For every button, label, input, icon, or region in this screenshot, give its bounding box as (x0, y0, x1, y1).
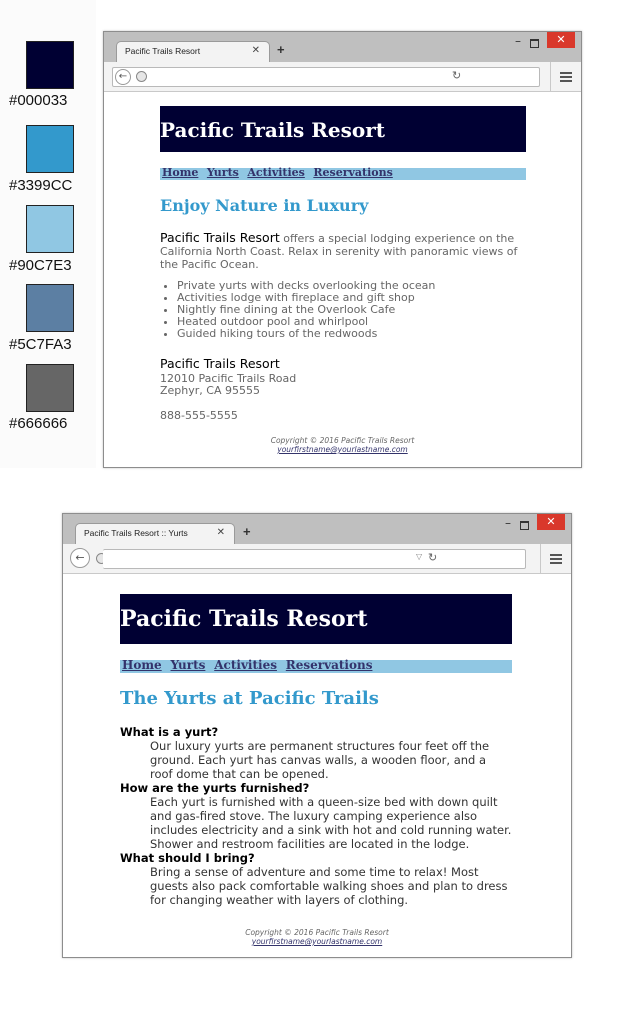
question: What is a yurt? (120, 725, 219, 739)
nav-link-yurts[interactable]: Yurts (170, 658, 206, 672)
intro-paragraph (160, 231, 522, 271)
phone-number: 888-555-5555 (160, 409, 238, 422)
footer-email-link[interactable]: yourfirstname@yourlastname.com (277, 445, 408, 454)
answer: Bring a sense of adventure and some time to relax! Most guests also pack comfortable walking shoes and plan to dress for changing weather with layers of clothing. (150, 865, 508, 907)
new-tab-icon[interactable]: + (277, 42, 285, 57)
address-line: 12010 Pacific Trails Road (160, 372, 297, 385)
tab-bar (63, 514, 571, 544)
main-nav (160, 168, 526, 180)
swatch-3399cc (26, 125, 74, 173)
copyright-text: Copyright © 2016 Pacific Trails Resort (245, 928, 389, 937)
list-item: • Heated outdoor pool and whirlpool (177, 316, 435, 328)
page-heading: The Yurts at Pacific Trails (120, 688, 379, 709)
hamburger-icon-line (560, 76, 572, 78)
nav-links (122, 658, 377, 672)
list-item: • Guided hiking tours of the redwoods (177, 328, 435, 340)
menu-button[interactable] (540, 544, 571, 573)
minimize-icon[interactable]: – (505, 516, 511, 530)
hamburger-icon-line (550, 558, 562, 560)
list-item: • Activities lodge with fireplace and gift shop (177, 292, 435, 304)
back-icon[interactable]: ← (70, 548, 90, 568)
list-item: • Private yurts with decks overlooking the ocean (177, 280, 435, 292)
address-block (160, 373, 296, 397)
nav-link-activities[interactable]: Activities (247, 166, 305, 179)
nav-link-reservations[interactable]: Reservations (285, 658, 373, 672)
swatch-label: #3399CC (9, 177, 73, 194)
swatch-666666 (26, 364, 74, 412)
intro-text: offers a special lodging experience on the California North Coast. Relax in serenity with panoramic views of the Pacific Ocean. (160, 232, 518, 271)
swatch-label: #5C7FA3 (9, 336, 72, 353)
copyright-text: Copyright © 2016 Pacific Trails Resort (270, 436, 415, 445)
close-window-icon[interactable]: ✕ (537, 514, 565, 530)
answer: Each yurt is furnished with a queen-size bed with down quilt and gas-fired stove. The luxury camping experience also includes electricity and a sink with hot and cold running water. Shower and restroom facilities are located in the lodge. (150, 795, 512, 851)
close-window-icon[interactable]: ✕ (547, 32, 575, 48)
tab-title: Pacific Trails Resort :: Yurts (84, 528, 188, 538)
browser-toolbar (104, 62, 581, 92)
site-header (120, 594, 512, 644)
browser-toolbar (63, 544, 571, 574)
swatch-90c7e3 (26, 205, 74, 253)
browser-tab[interactable] (116, 41, 270, 63)
swatch-label: #666666 (9, 415, 68, 432)
tab-bar (104, 32, 581, 62)
page-footer (63, 926, 571, 946)
site-title: Pacific Trails Resort (120, 606, 368, 632)
page-content (63, 574, 571, 956)
faq-list (120, 725, 512, 907)
nav-links (162, 166, 398, 179)
list-item: • Nightly fine dining at the Overlook Cafe (177, 304, 435, 316)
nav-link-activities[interactable]: Activities (214, 658, 277, 672)
question: How are the yurts furnished? (120, 781, 310, 795)
hamburger-icon-line (550, 562, 562, 564)
back-icon[interactable]: ← (115, 69, 131, 85)
reload-icon[interactable]: ↻ (428, 551, 438, 564)
address-name: Pacific Trails Resort (160, 356, 280, 371)
feature-list (160, 280, 435, 340)
dropdown-icon[interactable]: ▽ (416, 552, 423, 561)
page-footer (104, 436, 581, 454)
browser-tab[interactable] (75, 523, 235, 545)
site-header (160, 106, 526, 152)
swatch-label: #90C7E3 (9, 257, 72, 274)
swatch-label: #000033 (9, 92, 68, 109)
swatch-000033 (26, 41, 74, 89)
footer-email-link[interactable]: yourfirstname@yourlastname.com (251, 937, 383, 946)
maximize-icon[interactable] (530, 39, 539, 48)
address-line: Zephyr, CA 95555 (160, 384, 260, 397)
close-tab-icon[interactable]: ✕ (251, 45, 260, 56)
nav-link-home[interactable]: Home (162, 166, 199, 179)
question: What should I bring? (120, 851, 255, 865)
site-title: Pacific Trails Resort (160, 118, 385, 142)
address-bar[interactable] (112, 67, 540, 87)
browser-window-yurts (62, 513, 572, 958)
page-content (104, 92, 581, 466)
close-tab-icon[interactable]: ✕ (216, 527, 225, 538)
address-bar[interactable] (103, 549, 526, 569)
tab-title: Pacific Trails Resort (125, 46, 201, 56)
maximize-icon[interactable] (520, 521, 529, 530)
main-nav (120, 660, 512, 673)
new-tab-icon[interactable]: + (243, 524, 251, 539)
reload-icon[interactable]: ↻ (452, 69, 462, 82)
globe-icon (136, 71, 147, 82)
hamburger-icon-line (560, 80, 572, 82)
hamburger-icon (550, 554, 562, 556)
answer: Our luxury yurts are permanent structures four feet off the ground. Each yurt has canvas walls, a wooden floor, and a roof dome that can be opened. (150, 739, 490, 781)
nav-link-home[interactable]: Home (122, 658, 162, 672)
intro-resort-name: Pacific Trails Resort (160, 230, 280, 245)
color-swatch-panel (0, 0, 96, 468)
nav-link-reservations[interactable]: Reservations (313, 166, 393, 179)
hamburger-icon (560, 72, 572, 74)
browser-window-home (103, 31, 582, 468)
menu-button[interactable] (550, 62, 581, 91)
swatch-5c7fa3 (26, 284, 74, 332)
nav-link-yurts[interactable]: Yurts (206, 166, 239, 179)
page-heading: Enjoy Nature in Luxury (160, 196, 369, 215)
minimize-icon[interactable]: – (515, 34, 521, 48)
